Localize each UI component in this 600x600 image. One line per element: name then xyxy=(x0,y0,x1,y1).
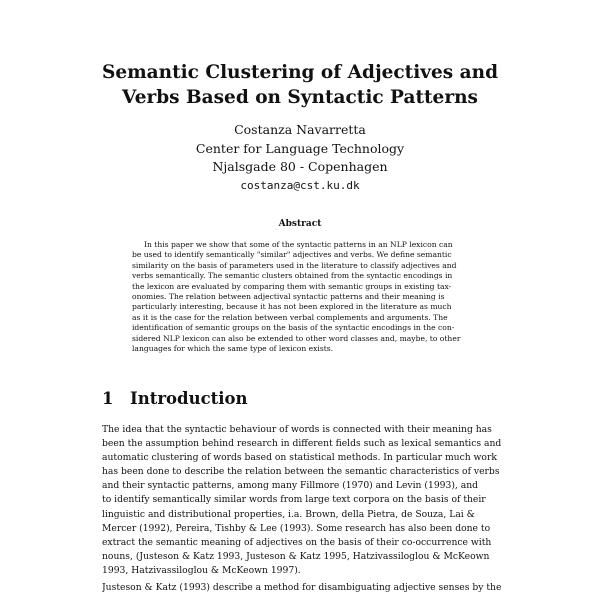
abstract-line: languages for which the same type of lexicon exists. xyxy=(132,344,334,354)
intro-line: The idea that the syntactic behaviour of words is connected with their meaning has xyxy=(102,424,492,435)
abstract-line: as it is the case for the relation between verbal complements and arguments. The xyxy=(132,312,448,322)
intro-paragraph-1 xyxy=(102,423,502,578)
intro-line: to identify semantically similar words from large text corpora on the basis of their xyxy=(102,494,486,506)
author-name: Costanza Navarretta xyxy=(234,122,366,137)
author-block xyxy=(100,121,500,195)
title-line: Semantic Clustering of Adjectives and xyxy=(101,62,499,83)
intro-line: nouns, (Justeson & Katz 1993, Justeson & Katz 1995, Hatzivassiloglou & McKeown xyxy=(102,550,490,562)
intro-line: automatic clustering of words based on statistical methods. In particular much work xyxy=(102,452,497,464)
intro-line: Mercer (1992), Pereira, Tishby & Lee (1993). Some research has also been done to xyxy=(102,522,491,534)
section-number: 1 xyxy=(102,389,114,408)
abstract-line: verbs semantically. The semantic clusters obtained from the syntactic encodings in xyxy=(132,271,453,281)
intro-line: extract the semantic meaning of adjectives on the basis of their co-occurrence with xyxy=(102,536,492,548)
intro-line: has been done to describe the relation between the semantic characteristics of verbs xyxy=(102,466,500,478)
abstract-line: particularly interesting, because it has not been explored in the literature as much xyxy=(132,302,452,312)
abstract-line: In this paper we show that some of the syntactic patterns in an NLP lexicon can xyxy=(144,240,453,249)
intro-paragraph-2 xyxy=(102,581,502,595)
abstract-line: identification of semantic groups on the basis of the syntactic encodings in the con- xyxy=(132,323,455,333)
section-heading-introduction xyxy=(102,388,248,410)
abstract-line: sidered NLP lexicon can also be extended to other word classes and, maybe, to other xyxy=(132,333,461,343)
abstract-body xyxy=(132,240,469,354)
abstract-heading: Abstract xyxy=(278,219,322,229)
intro-line: Justeson & Katz (1993) describe a method for disambiguating adjective senses by the xyxy=(102,582,502,593)
abstract-line: similarity on the basis of parameters used in the literature to classify adjectives and xyxy=(132,260,457,270)
intro-line: linguistic and distributional properties, i.a. Brown, della Pietra, de Souza, Lai & xyxy=(102,508,475,520)
section-title: Introduction xyxy=(130,389,248,408)
abstract-line: onomies. The relation between adjectival syntactic patterns and their meaning is xyxy=(132,292,445,302)
abstract-line: the lexicon are evaluated by comparing them with semantic groups in existing tax- xyxy=(132,281,452,291)
intro-line: and their syntactic patterns, among many Fillmore (1970) and Levin (1993), and xyxy=(102,480,479,492)
intro-line: been the assumption behind research in different fields such as lexical semantics and xyxy=(102,438,502,450)
abstract-line: be used to identify semantically "similar" adjectives and verbs. We define semantic xyxy=(132,250,452,260)
intro-line: 1993, Hatzivassiloglou & McKeown 1997). xyxy=(102,564,301,576)
author-address: Njalsgade 80 - Copenhagen xyxy=(212,159,388,174)
title-line: Verbs Based on Syntactic Patterns xyxy=(122,87,478,108)
author-affiliation: Center for Language Technology xyxy=(195,140,405,156)
author-email: costanza@cst.ku.dk xyxy=(240,178,360,192)
paper-title xyxy=(60,60,540,110)
